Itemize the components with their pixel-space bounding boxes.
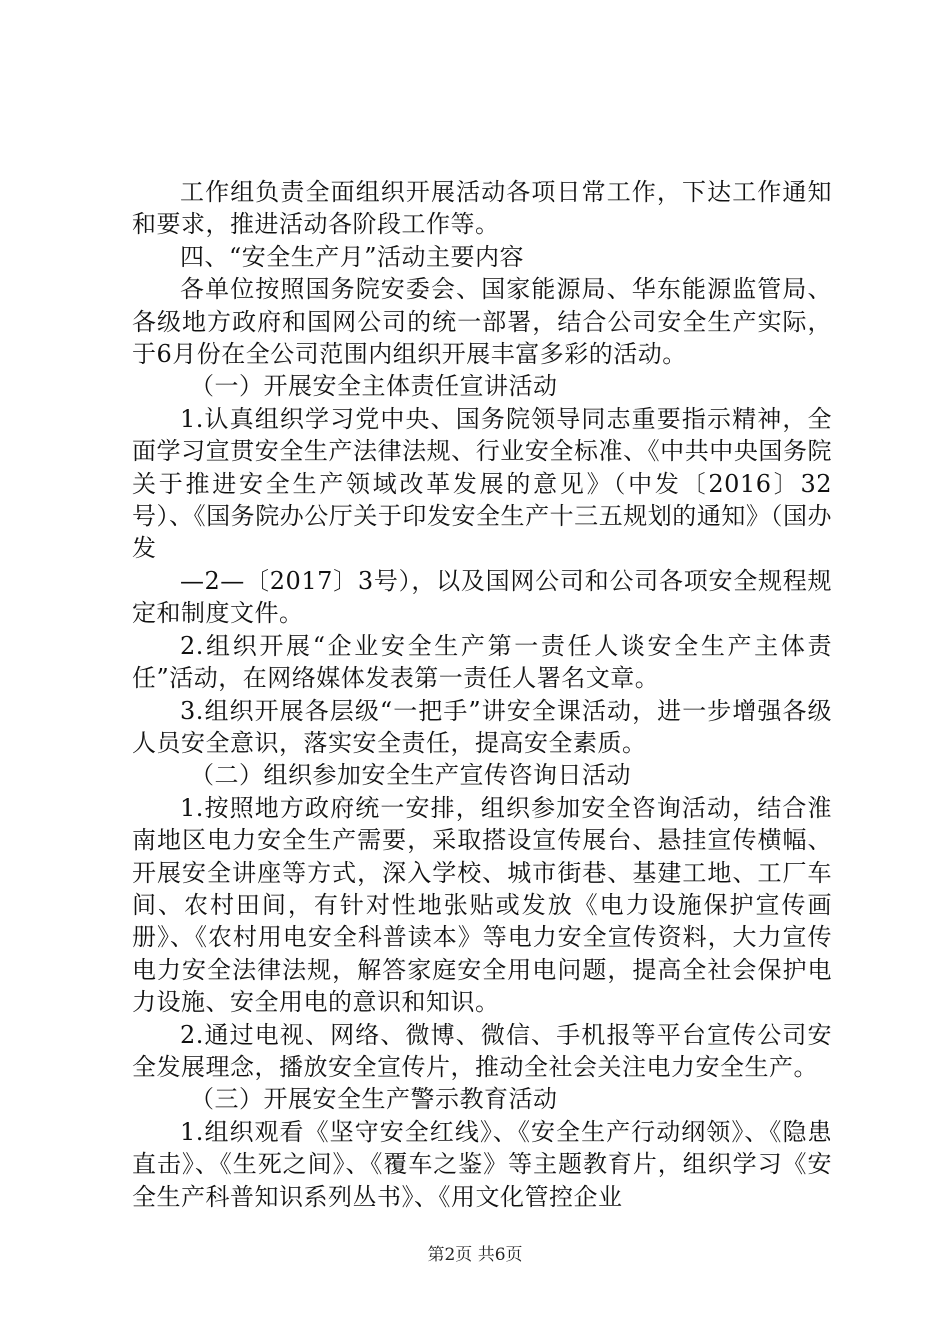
paragraph-item-3-1: 1.组织观看《坚守安全红线》、《安全生产行动纲领》、《隐患直击》、《生死之间》、《覆车之鉴》等主题教育片，组织学习《安全生产科普知识系列丛书》、《用文化管控企业: [132, 1117, 832, 1211]
paragraph-item-1-3: 3.组织开展各层级“一把手”讲安全课活动，进一步增强各级人员安全意识，落实安全责任，提高安全素质。: [132, 696, 832, 757]
paragraph-deployment: 各单位按照国务院安委会、国家能源局、华东能源监管局、各级地方政府和国网公司的统一部署，结合公司安全生产实际，于6月份在全公司范围内组织开展丰富多彩的活动。: [132, 275, 832, 369]
paragraph-item-1-2: 2.组织开展“企业安全生产第一责任人谈安全生产主体责任”活动，在网络媒体发表第一责任人署名文章。: [132, 631, 832, 693]
subheading-three: （三）开展安全生产警示教育活动: [190, 1085, 558, 1114]
subheading-two: （二）组织参加安全生产宣传咨询日活动: [190, 761, 631, 790]
page-number-footer: 第2页 共6页: [427, 1245, 523, 1265]
document-body: [132, 176, 832, 1213]
paragraph-item-1-1-cont: —2—〔2017〕3号），以及国网公司和公司各项安全规程规定和制度文件。: [132, 566, 832, 628]
paragraph-work-group: 工作组负责全面组织开展活动各项日常工作，下达工作通知和要求，推进活动各阶段工作等。: [132, 178, 832, 239]
subheading-one: （一）开展安全主体责任宣讲活动: [190, 372, 558, 401]
paragraph-item-2-2: 2.通过电视、网络、微博、微信、手机报等平台宣传公司安全发展理念，播放安全宣传片，推动全社会关注电力安全生产。: [132, 1020, 832, 1081]
paragraph-item-1-1: 1.认真组织学习党中央、国务院领导同志重要指示精神，全面学习宣贯安全生产法律法规、行业安全标准、《中共中央国务院关于推进安全生产领域改革发展的意见》（中发〔2016〕32号）、《国务院办公厅关于印发安全生产十三五规划的通知》（国办发: [132, 404, 832, 563]
section-heading-four: 四、“安全生产月”活动主要内容: [180, 242, 525, 271]
paragraph-item-2-1: 1.按照地方政府统一安排，组织参加安全咨询活动，结合淮南地区电力安全生产需要，采取搭设宣传展台、悬挂宣传横幅、开展安全讲座等方式，深入学校、城市街巷、基建工地、工厂车间、农村田间，有针对性地张贴或发放《电力设施保护宣传画册》、《农村用电安全科普读本》等电力安全宣传资料，大力宣传电力安全法律法规，解答家庭安全用电问题，提高全社会保护电力设施、安全用电的意识和知识。: [132, 793, 832, 1017]
